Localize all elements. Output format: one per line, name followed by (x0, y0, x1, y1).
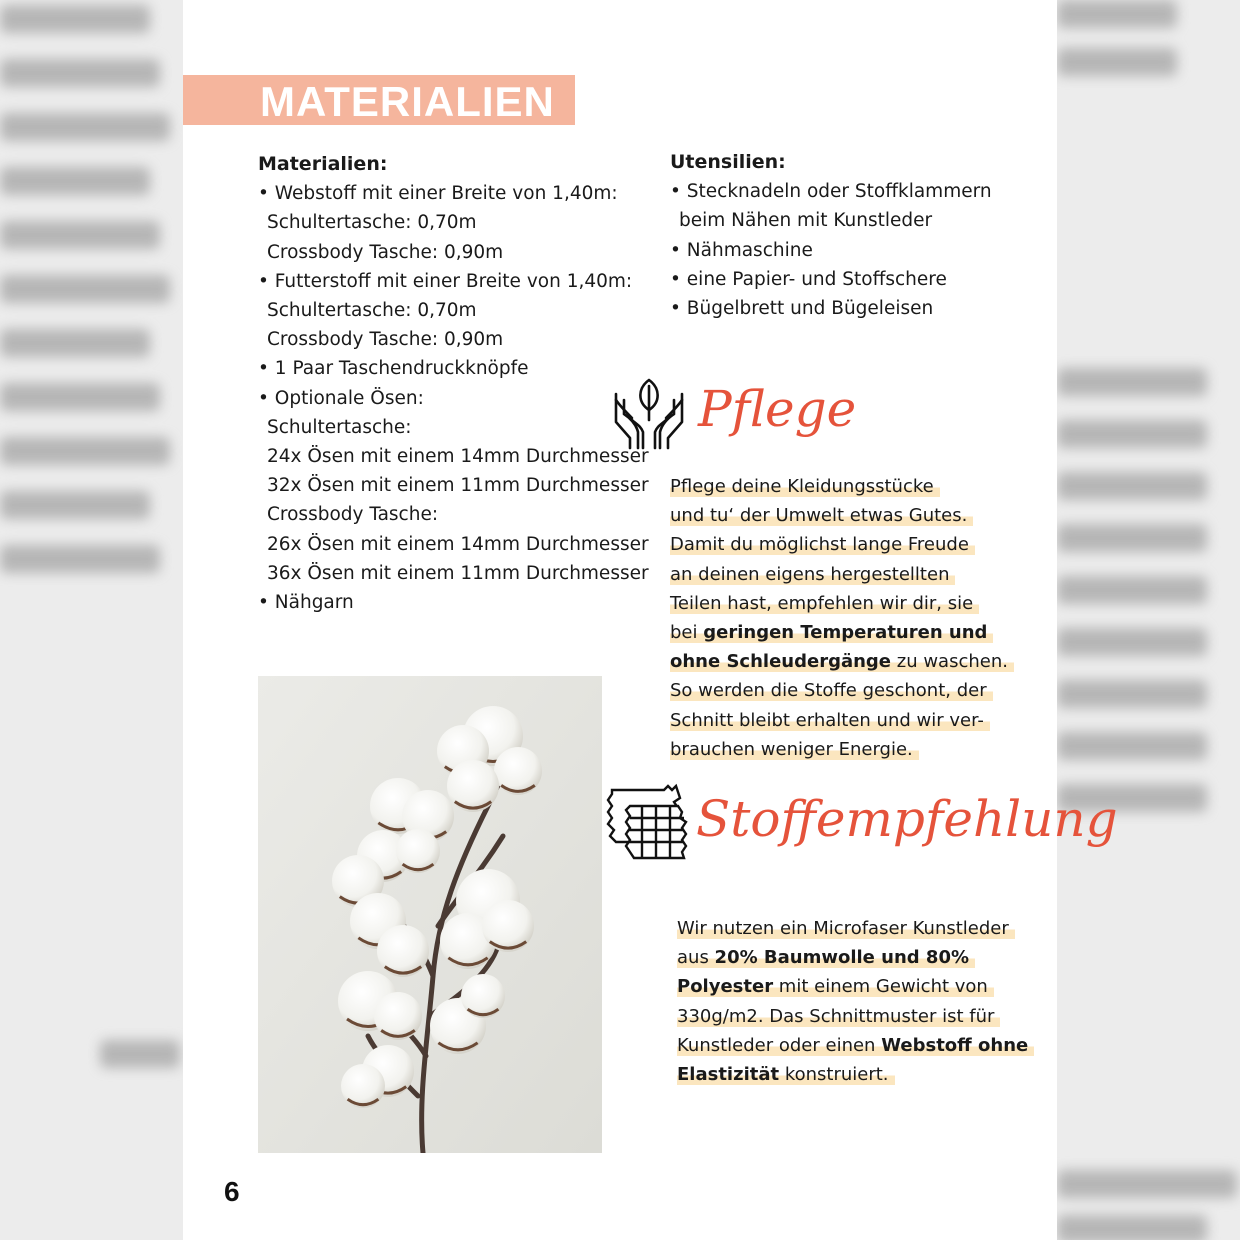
care-text-line (670, 593, 979, 614)
fabric-text-line (677, 976, 994, 997)
cotton-boll (461, 974, 505, 1018)
materials-line: • Optionale Ösen: (258, 387, 424, 409)
text-phrase: mit einem Gewicht von (773, 976, 988, 998)
blurred-text-line (100, 1040, 180, 1068)
text-phrase: bei (670, 622, 704, 644)
blurred-text-line (1057, 1170, 1237, 1198)
blurred-text-line (1057, 472, 1207, 500)
document-page (183, 0, 1118, 1240)
blurred-text-line (1057, 420, 1207, 448)
text-phrase: Schnitt bleibt erhalten und wir ver- (670, 709, 984, 731)
materials-line: Schultertasche: 0,70m (267, 212, 477, 234)
blurred-text-line (0, 275, 170, 303)
blurred-text-line (0, 113, 170, 141)
page-title: MATERIALIEN (260, 78, 555, 125)
materials-line: 24x Ösen mit einem 14mm Durchmesser (267, 446, 649, 468)
fabric-text-line (677, 1064, 895, 1085)
blurred-text-line (1057, 732, 1207, 760)
cotton-branch-photo (258, 676, 602, 1153)
utensils-line: • Stecknadeln oder Stoffklammern (670, 181, 992, 203)
utensils-list (670, 148, 1030, 323)
text-phrase: zu waschen. (891, 651, 1008, 673)
text-phrase: Damit du möglichst lange Freude (670, 534, 969, 556)
fabric-text (677, 914, 1034, 1089)
text-phrase: So werden die Stoffe geschont, der (670, 680, 987, 702)
materials-line: • 1 Paar Taschendruckknöpfe (258, 358, 529, 380)
care-text-line (670, 739, 919, 760)
blurred-text-line (0, 59, 160, 87)
materials-list (258, 150, 658, 617)
materials-line: Crossbody Tasche: (267, 504, 439, 526)
care-text-line (670, 505, 973, 526)
cotton-boll (447, 760, 499, 812)
bold-phrase: ohne Schleudergänge (670, 651, 892, 673)
cotton-boll (377, 925, 429, 977)
text-phrase: Pflege deine Kleidungsstücke (670, 476, 934, 497)
cotton-boll (494, 747, 542, 795)
blurred-text-line (0, 329, 150, 357)
blurred-text-line (1057, 576, 1207, 604)
care-text (670, 472, 1014, 764)
materials-line: • Nähgarn (258, 592, 354, 614)
bold-phrase: Webstoff ohne (881, 1034, 1029, 1056)
page-number: 6 (224, 1176, 240, 1207)
text-phrase: aus (677, 947, 715, 969)
text-phrase: brauchen weniger Energie. (670, 738, 913, 760)
fabric-text-line (677, 1035, 1034, 1056)
text-phrase: konstruiert. (779, 1064, 889, 1086)
materials-line: • Futterstoff mit einer Breite von 1,40m: (258, 270, 633, 292)
care-text-line (670, 622, 993, 643)
materials-line: 36x Ösen mit einem 11mm Durchmesser (267, 562, 649, 584)
materials-line: 32x Ösen mit einem 11mm Durchmesser (267, 475, 649, 497)
blurred-text-line (0, 545, 160, 573)
blurred-text-line (1057, 0, 1177, 28)
blurred-text-line (0, 221, 160, 249)
utensils-heading: Utensilien: (670, 151, 786, 173)
bold-phrase: geringen Temperaturen und (703, 622, 988, 644)
care-text-line (670, 564, 955, 585)
materials-heading: Materialien: (258, 153, 388, 175)
utensils-line: • eine Papier- und Stoffschere (670, 268, 947, 290)
cotton-boll (482, 900, 534, 952)
blurred-text-line (1057, 48, 1177, 76)
bold-phrase: 20% Baumwolle und 80% (714, 947, 970, 969)
text-phrase: an deinen eigens hergestellten (670, 563, 950, 585)
blurred-background-left (0, 0, 183, 1240)
blurred-text-line (0, 167, 150, 195)
cotton-boll (341, 1064, 385, 1108)
materials-line: Schultertasche: (267, 416, 412, 438)
materials-line: Crossbody Tasche: 0,90m (267, 329, 504, 351)
blurred-text-line (0, 437, 170, 465)
materials-line: • Webstoff mit einer Breite von 1,40m: (258, 183, 618, 205)
blurred-text-line (1057, 368, 1207, 396)
materials-line: Schultertasche: 0,70m (267, 300, 477, 322)
blurred-text-line (1057, 1215, 1207, 1240)
fabric-text-line (677, 947, 975, 968)
fabric-text-line (677, 1006, 1000, 1027)
cotton-boll (396, 829, 440, 873)
materials-line: 26x Ösen mit einem 14mm Durchmesser (267, 533, 649, 555)
utensils-line: • Nähmaschine (670, 239, 813, 261)
utensils-line: • Bügelbrett und Bügeleisen (670, 298, 934, 320)
bold-phrase: Polyester (677, 976, 774, 998)
fabric-script-title: Stoffempfehlung (696, 790, 1118, 848)
text-phrase: Kunstleder oder einen (677, 1034, 882, 1056)
text-phrase: 330g/m2. Das Schnittmuster ist für (677, 1005, 995, 1027)
text-phrase: und tu‘ der Umwelt etwas Gutes. (670, 505, 968, 527)
text-phrase: Wir nutzen ein Microfaser Kunstleder (677, 918, 1009, 939)
care-text-line (670, 680, 993, 701)
care-text-line (670, 651, 1014, 672)
text-phrase: Teilen hast, empfehlen wir dir, sie (670, 592, 974, 614)
blurred-text-line (0, 491, 150, 519)
utensils-line: beim Nähen mit Kunstleder (679, 210, 933, 232)
fabric-swatch-icon (606, 782, 688, 862)
care-text-line (670, 476, 940, 497)
care-text-line (670, 710, 990, 731)
blurred-text-line (1057, 680, 1207, 708)
hands-leaf-icon (610, 376, 688, 452)
blurred-text-line (1057, 524, 1207, 552)
blurred-text-line (1057, 628, 1207, 656)
care-script-title: Pflege (698, 380, 857, 438)
bold-phrase: Elastizität (677, 1064, 780, 1086)
materials-line: Crossbody Tasche: 0,90m (267, 241, 504, 263)
care-text-line (670, 534, 975, 555)
blurred-text-line (0, 5, 150, 33)
blurred-text-line (0, 383, 160, 411)
cotton-boll (374, 992, 422, 1040)
fabric-text-line (677, 918, 1015, 939)
blurred-background-right (1057, 0, 1240, 1240)
